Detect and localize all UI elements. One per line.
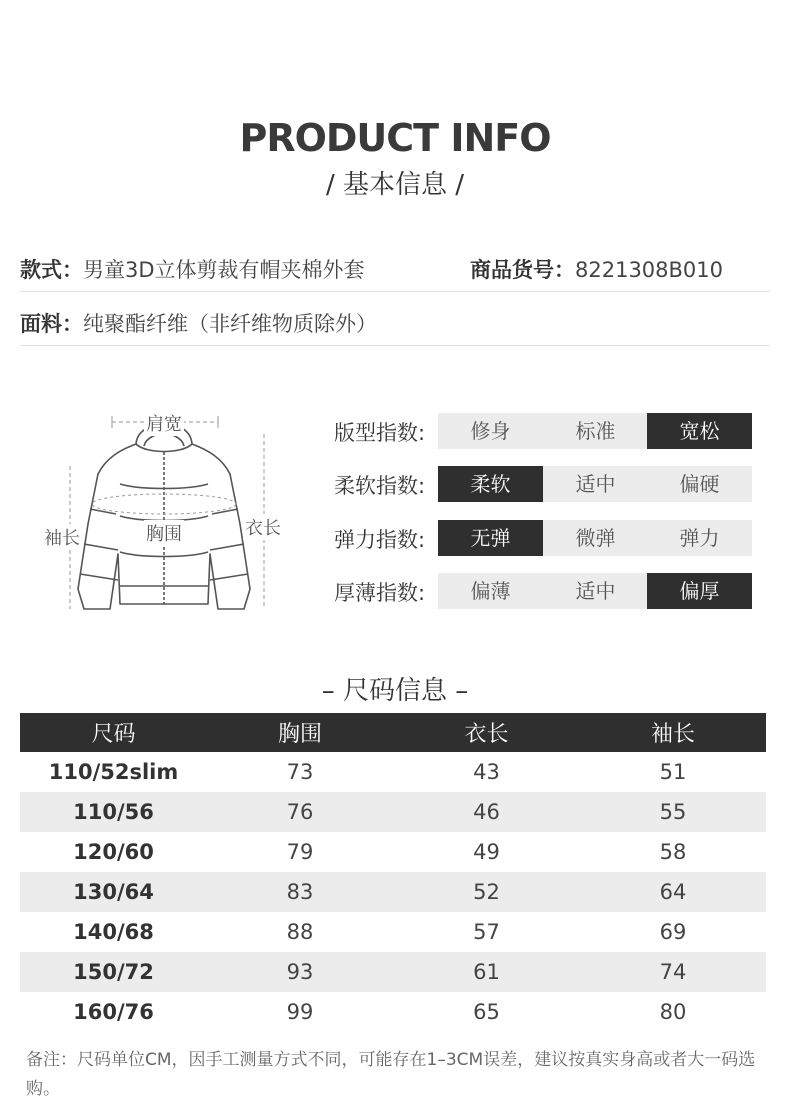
thickness-index-label: 厚薄指数: xyxy=(334,581,426,605)
size-cell: 160/76 xyxy=(73,1000,154,1024)
size-cell: 140/68 xyxy=(73,920,154,944)
elasticity-index-label: 弹力指数: xyxy=(334,528,426,552)
elasticity-index-row xyxy=(334,520,754,556)
table-row xyxy=(20,832,766,872)
sleeve-cell: 74 xyxy=(580,952,766,992)
shoulder-width-label: 肩宽 xyxy=(144,410,184,436)
size-cell: 150/72 xyxy=(20,952,207,992)
size-cell: 110/52slim xyxy=(48,760,179,784)
size-cell: 110/56 xyxy=(20,792,207,832)
header-sleeve: 袖长 xyxy=(580,713,766,752)
size-cell: 130/64 xyxy=(20,872,207,912)
info-row-style-sku xyxy=(20,254,770,292)
sleeve-length-label: 袖长 xyxy=(42,524,82,550)
length-cell: 65 xyxy=(473,1000,500,1024)
sleeve-cell: 69 xyxy=(659,920,687,944)
jacket-illustration xyxy=(40,404,290,619)
style-label: 款式： xyxy=(20,258,83,282)
softness-option-stiff: 偏硬 xyxy=(647,466,752,502)
size-table xyxy=(20,713,766,1032)
sleeve-cell: 80 xyxy=(659,1000,687,1024)
length-cell: 52 xyxy=(393,872,580,912)
chest-cell: 99 xyxy=(286,1000,314,1024)
chest-label: 胸围 xyxy=(144,520,184,546)
page-title: PRODUCT INFO xyxy=(239,116,551,160)
fabric-value: 纯聚酯纤维（非纤维物质除外） xyxy=(83,312,377,336)
fit-option-loose: 宽松 xyxy=(647,413,752,449)
sleeve-cell: 55 xyxy=(580,792,766,832)
sku-value: 8221308B010 xyxy=(575,258,724,282)
jacket-measurement-diagram xyxy=(40,404,290,619)
header-chest: 胸围 xyxy=(207,713,393,752)
size-section-title: – 尺码信息 – xyxy=(321,676,469,706)
sku-field xyxy=(470,254,723,284)
info-row-fabric xyxy=(20,308,770,346)
table-row xyxy=(20,992,766,1032)
length-cell: 46 xyxy=(393,792,580,832)
softness-option-medium: 适中 xyxy=(543,466,648,502)
size-table-header xyxy=(20,713,766,752)
size-cell: 120/60 xyxy=(73,840,154,864)
softness-index-row xyxy=(334,466,754,502)
fit-option-standard: 标准 xyxy=(543,413,648,449)
chest-cell: 93 xyxy=(207,952,393,992)
fit-index-label: 版型指数: xyxy=(334,421,426,445)
chest-cell: 76 xyxy=(207,792,393,832)
chest-cell: 73 xyxy=(286,760,314,784)
sleeve-cell: 64 xyxy=(580,872,766,912)
chest-cell: 83 xyxy=(207,872,393,912)
thickness-option-thick: 偏厚 xyxy=(647,573,752,609)
fabric-field xyxy=(20,308,377,338)
thickness-option-thin: 偏薄 xyxy=(438,573,543,609)
style-value: 男童3D立体剪裁有帽夹棉外套 xyxy=(83,258,365,282)
thickness-index-row xyxy=(334,573,754,609)
size-note: 备注：尺码单位CM，因手工测量方式不同，可能存在1–3CM误差，建议按真实身高或者大一码选购。 xyxy=(26,1050,756,1099)
elasticity-option-slight: 微弹 xyxy=(543,520,648,556)
page-subtitle: / 基本信息 / xyxy=(325,170,465,200)
table-row xyxy=(20,752,766,792)
table-row xyxy=(20,912,766,952)
thickness-option-medium: 适中 xyxy=(543,573,648,609)
elasticity-option-stretch: 弹力 xyxy=(647,520,752,556)
sleeve-cell: 58 xyxy=(659,840,687,864)
sleeve-cell: 51 xyxy=(659,760,687,784)
length-cell: 49 xyxy=(473,840,500,864)
length-cell: 61 xyxy=(393,952,580,992)
header-size: 尺码 xyxy=(20,713,207,752)
length-label: 衣长 xyxy=(243,514,283,540)
softness-option-soft: 柔软 xyxy=(438,466,543,502)
length-cell: 43 xyxy=(473,760,500,784)
table-row xyxy=(20,952,766,992)
chest-cell: 88 xyxy=(286,920,314,944)
chest-cell: 79 xyxy=(286,840,314,864)
style-field xyxy=(20,254,365,284)
fit-index-row xyxy=(334,413,754,449)
length-cell: 57 xyxy=(473,920,500,944)
elasticity-option-none: 无弹 xyxy=(438,520,543,556)
table-row xyxy=(20,792,766,832)
fit-option-slim: 修身 xyxy=(438,413,543,449)
header-length: 衣长 xyxy=(393,713,580,752)
sku-label: 商品货号： xyxy=(470,258,575,282)
table-row xyxy=(20,872,766,912)
softness-index-label: 柔软指数: xyxy=(334,474,426,498)
fabric-label: 面料： xyxy=(20,312,83,336)
